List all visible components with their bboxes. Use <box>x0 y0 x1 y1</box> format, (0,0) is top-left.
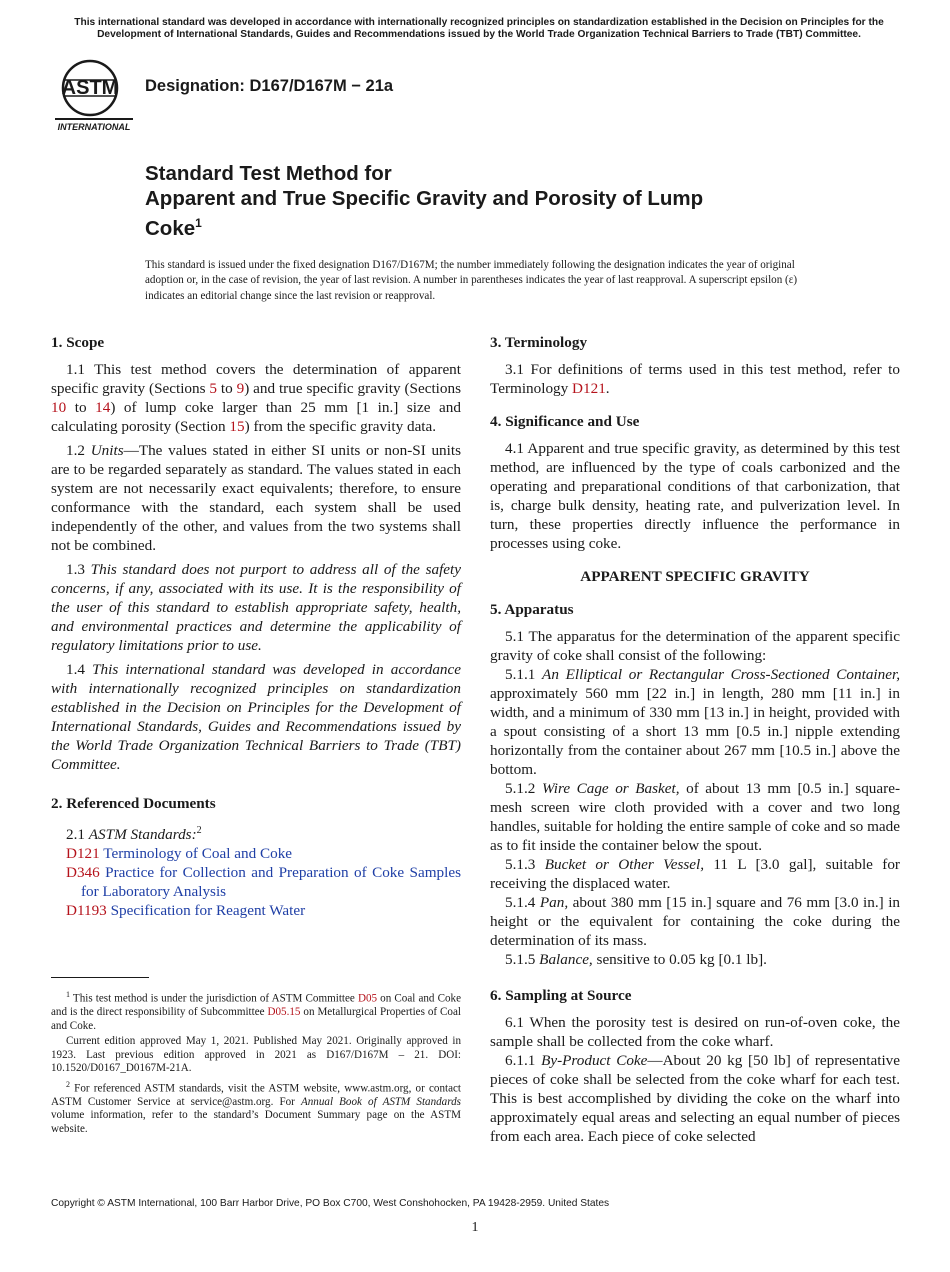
title-line-3: Coke$^1$ <box>145 216 202 240</box>
subcommittee-link-d05-15[interactable]: D05.15 <box>267 1006 301 1019</box>
terminology-link-d121[interactable]: D121 <box>572 380 606 397</box>
left-column <box>51 333 461 920</box>
section-link-5[interactable]: 5 <box>209 380 218 397</box>
adoption-notice: This international standard was developed in accordance with internationally recognized principles on standardization established in the Decision on Principles for the Development of International Standards, Guides and Recommendations issued by the World Trade Organization Technical Barriers to Trade (TBT) Committee. <box>74 17 884 41</box>
para-1-3: 1.3 This standard does not purport to address all of the safety concerns, if any, associated with its use. It is the responsibility of the user of this standard to establish appropriate safety, health, and environmental practices and determine the applicability of regulatory limitations prior to use. <box>51 561 462 654</box>
astm-logo-icon <box>53 58 135 136</box>
para-5-1-2: 5.1.2 Wire Cage or Basket, of about 13 mm [0.5 in.] square-mesh screen wire cloth provided with a cover and two long handles, suitable for holding the entire sample of coke and so made as to fit inside the container below the spout. <box>490 780 900 854</box>
title-line-1: Standard Test Method for <box>145 162 392 185</box>
para-5-1-1: 5.1.1 An Elliptical or Rectangular Cross-Sectioned Container, approximately 560 mm [22 in.] in length, 280 mm [11 in.] in width, and a minimum of 330 mm [13 in.] in height, provided with a spout consisting of a short 13 mm [0.5 in.] nipple extending horizontally from the container about 267 mm [10.5 in.] above the bottom. <box>490 666 901 778</box>
section-link-10[interactable]: 10 <box>51 399 67 416</box>
astm-logo <box>53 58 135 136</box>
committee-link-d05[interactable]: D05 <box>357 992 378 1005</box>
title-footnote-ref[interactable]: 1 <box>195 216 202 230</box>
title-line-2: Apparent and True Specific Gravity and Porosity of Lump <box>145 187 704 210</box>
para-1-2: 1.2 Units—The values stated in either SI units or non-SI units are to be regarded separately as standard. The values stated in each system are not necessarily exact equivalents; therefore, to ensure conformance with the standard, each system shall be used independently of the other, and values from the two systems shall not be combined. <box>51 442 462 554</box>
ref-item-d121[interactable]: D121 Terminology of Coal and Coke <box>66 845 293 863</box>
footnote-rule <box>51 977 149 978</box>
part-heading-apparent-specific-gravity: APPARENT SPECIFIC GRAVITY <box>580 568 810 585</box>
section-heading-significance: 4. Significance and Use <box>490 413 640 430</box>
section-heading-sampling: 6. Sampling at Source <box>490 987 632 1004</box>
para-3-1: 3.1 For definitions of terms used in this test method, refer to Terminology D121. <box>490 361 900 397</box>
footnote-2: $^2$ For referenced ASTM standards, visit the ASTM website, www.astm.org, or contact ASTM Customer Service at service@astm.org. For Annual Book of ASTM Standards volume information, refer to the standard’s Document Summary page on the ASTM website. <box>51 1079 461 1135</box>
designation: Designation: D167/D167M − 21a <box>145 77 394 95</box>
para-6-1-1: 6.1.1 By-Product Coke—About 20 kg [50 lb] of representative pieces of coke shall be selected from the coke wharf for each test. This is best accomplished by dividing the coke on the wharf into approximately equal areas and selecting an equal number of pieces from each area. Each piece of coke selected <box>490 1052 900 1145</box>
section-link-14[interactable]: 14 <box>95 399 111 416</box>
section-heading-referenced-documents: 2. Referenced Documents <box>51 795 216 812</box>
title-block <box>145 161 845 241</box>
para-5-1-4: 5.1.4 Pan, about 380 mm [15 in.] square and 76 mm [3.0 in.] in height or the equivalent for containing the coke during the determination of its mass. <box>490 894 901 949</box>
ref-item-d346[interactable]: D346 Practice for Collection and Preparation of Coke Samples for Laboratory Analysis <box>66 864 461 901</box>
para-5-1-3: 5.1.3 Bucket or Other Vessel, 11 L [3.0 gal], suitable for receiving the displaced water. <box>490 856 900 892</box>
para-5-1: 5.1 The apparatus for the determination of the apparent specific gravity of coke shall consist of the following: <box>490 628 900 664</box>
section-link-15[interactable]: 15 <box>229 418 245 435</box>
footnotes <box>51 988 461 1138</box>
logo-subtext: INTERNATIONAL <box>57 122 131 132</box>
footnote-1-edition: Current edition approved May 1, 2021. Published May 2021. Originally approved in 1923. Last previous edition approved in 2021 as D167/D167M – 21. DOI: 10.1520/D0167_D0167M-21A. <box>51 1035 461 1075</box>
para-4-1: 4.1 Apparent and true specific gravity, as determined by this test method, are influenced by the type of coals carbonized and the operating and preparational conditions of that carbonization, that is, charge bulk density, heating rate, and pulverization level. In turn, these properties directly influence the performance in processes using coke. <box>490 440 900 552</box>
footnote-ref-2[interactable]: 2 <box>196 825 202 836</box>
page-number: 1 <box>471 1220 479 1235</box>
para-5-1-5: 5.1.5 Balance, sensitive to 0.05 kg [0.1 lb]. <box>505 951 767 968</box>
section-heading-terminology: 3. Terminology <box>490 334 588 351</box>
para-1-4: 1.4 This international standard was developed in accordance with internationally recognized principles on standardization established in the Decision on Principles for the Development of International Standards, Guides and Recommendations issued by the World Trade Organization Technical Barriers to Trade (TBT) Committee. <box>51 661 462 773</box>
footnote-1: $^1$ This test method is under the jurisdiction of ASTM Committee D05 on Coal and Coke and is the direct responsibility of Subcommittee D05.15 on Metallurgical Properties of Coal and Coke. <box>51 990 461 1032</box>
logo-text: ASTM <box>61 77 119 99</box>
para-6-1: 6.1 When the porosity test is desired on run-of-oven coke, the sample shall be collected from the coke wharf. <box>490 1014 900 1050</box>
para-1-1: 1.1 This test method covers the determination of apparent specific gravity (Sections 5 to 9) and true specific gravity (Sections 10 to 14) of lump coke larger than 25 mm [1 in.] size and calculating porosity (Section 15) from the specific gravity data. <box>51 361 461 435</box>
ref-item-d1193[interactable]: D1193 Specification for Reagent Water <box>66 902 306 920</box>
para-2-1: 2.1 ASTM Standards:$^2$ <box>66 825 202 844</box>
copyright: Copyright © ASTM International, 100 Barr Harbor Drive, PO Box C700, West Conshohocken, PA 19428-2959. United States <box>51 1198 610 1209</box>
issuance-statement: This standard is issued under the fixed designation D167/D167M; the number immediately following the designation indicates the year of original adoption or, in the case of revision, the year of last revision. A number in parentheses indicates the year of last reapproval. A superscript epsilon (ε) indicates an editorial change since the last revision or reapproval. <box>145 259 798 302</box>
section-link-9[interactable]: 9 <box>236 380 245 397</box>
section-heading-scope: 1. Scope <box>51 334 105 351</box>
right-column <box>490 333 900 1146</box>
section-heading-apparatus: 5. Apparatus <box>490 601 574 618</box>
